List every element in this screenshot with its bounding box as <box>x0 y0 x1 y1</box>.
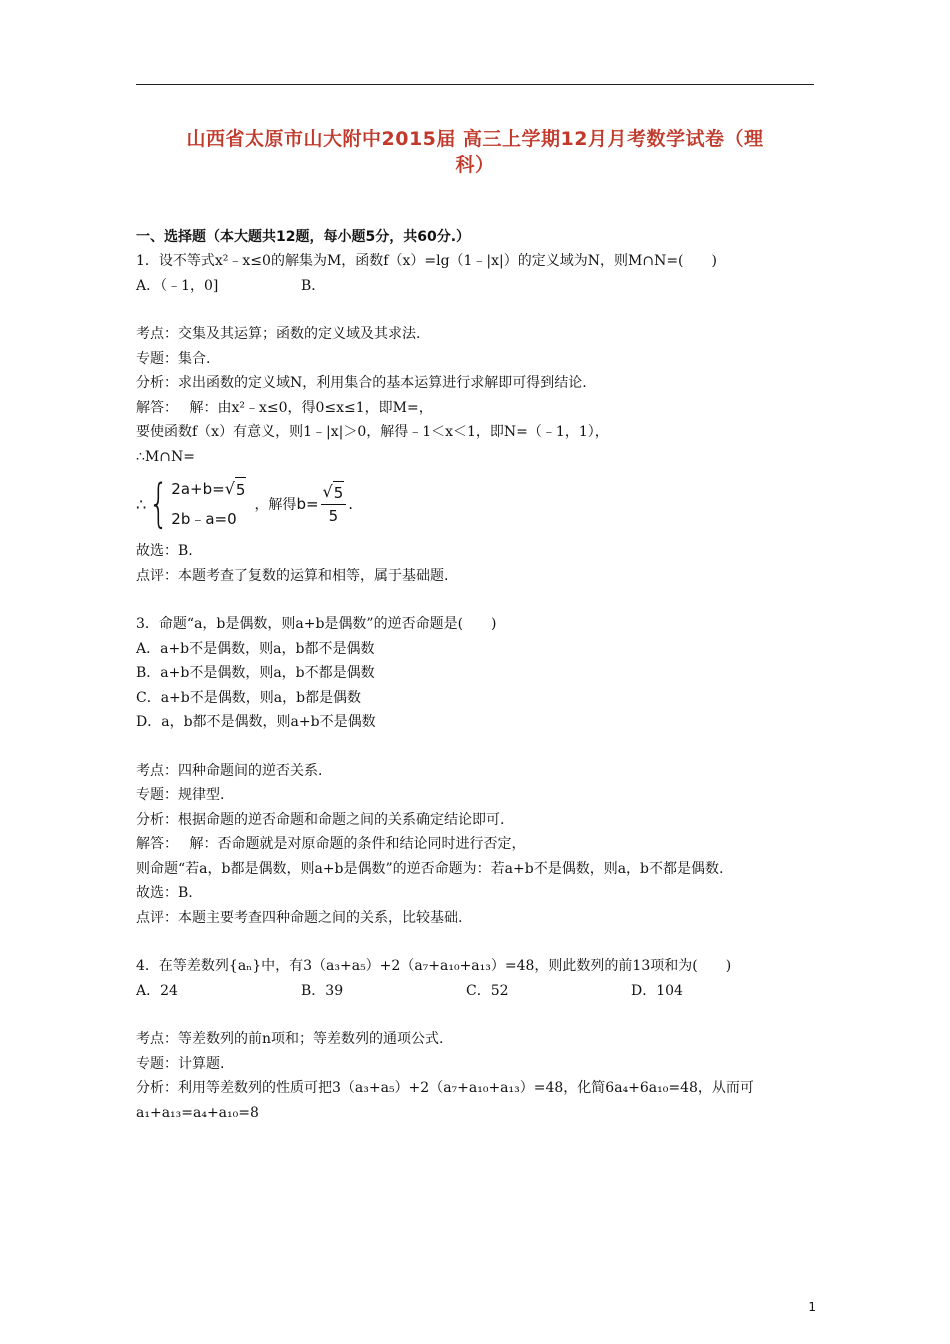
q3-zhuanti: 专题：规律型. <box>136 787 225 803</box>
title-line-2: 科） <box>455 154 495 176</box>
title-line-1: 山西省太原市山大附中2015届 高三上学期12月月考数学试卷（理 <box>186 128 764 150</box>
q4-fenxi-2: a₁+a₁₃=a₄+a₁₀=8 <box>136 1104 259 1121</box>
document-body <box>136 225 814 1125</box>
q1-option-a: A．（﹣1，0] <box>136 277 219 294</box>
q3-jieda-2: 则命题“若a，b都是偶数，则a+b是偶数”的逆否命题为：若a+b不是偶数，则a，b不都是偶数. <box>136 860 724 877</box>
q4-stem: 4．在等差数列{aₙ}中，有3（a₃+a₅）+2（a₇+a₁₀+a₁₃）=48，则此数列的前13项和为( ) <box>136 958 732 974</box>
q4-options <box>136 979 814 1004</box>
q3-option-d: D．a，b都不是偶数，则a+b不是偶数 <box>136 714 376 730</box>
q3-option-b: B．a+b不是偶数，则a，b不都是偶数 <box>136 665 375 681</box>
document-title <box>136 126 814 178</box>
q4-fenxi-1: 分析：利用等差数列的性质可把3（a₃+a₅）+2（a₇+a₁₀+a₁₃）=48，化简6a₄+6a₁₀=48，从而可 <box>136 1080 754 1096</box>
left-brace-icon: { <box>148 474 169 534</box>
equation-2: 2b﹣a=0 <box>171 510 237 528</box>
q4-kaodian: 考点：等差数列的前n项和；等差数列的通项公式. <box>136 1031 444 1047</box>
q1-zhuanti: 专题：集合. <box>136 350 211 367</box>
q3-dianping: 点评：本题主要考查四种命题之间的关系，比较基础. <box>136 909 463 926</box>
q1-kaodian: 考点：交集及其运算；函数的定义域及其求法. <box>136 326 421 342</box>
therefore-symbol: ∴ <box>136 494 147 514</box>
q4-option-b: B．39 <box>301 982 344 999</box>
q1-guxuan: 故选：B. <box>136 543 193 559</box>
b-num-radicand: 5 <box>333 481 345 504</box>
eq1-radicand: 5 <box>235 477 247 502</box>
q1-option-b: B． <box>301 277 326 294</box>
b-denominator: 5 <box>328 507 339 525</box>
q1-fenxi: 分析：求出函数的定义域N，利用集合的基本运算进行求解即可得到结论. <box>136 375 587 391</box>
q3-option-a: A．a+b不是偶数，则a，b都不是偶数 <box>136 640 375 657</box>
q1-jieda-1: 解答： 解：由x²﹣x≤0，得0≤x≤1，即M=， <box>136 399 433 416</box>
q4-option-d: D．104 <box>631 982 683 999</box>
q1-jieda-3: ∴M∩N= <box>136 448 195 465</box>
b-solution: b= √ 5 5 . <box>296 482 354 525</box>
page-number: 1 <box>808 1300 816 1314</box>
q3-kaodian: 考点：四种命题间的逆否关系. <box>136 762 323 779</box>
equation-system <box>136 475 814 533</box>
q3-jieda-1: 解答： 解：否命题就是对原命题的条件和结论同时进行否定， <box>136 836 526 852</box>
q4-option-a: A．24 <box>136 982 178 999</box>
q1-jieda-2: 要使函数f（x）有意义，则1﹣|x|＞0，解得﹣1＜x＜1，即N=（﹣1，1）， <box>136 424 609 440</box>
q3-stem: 3．命题“a，b是偶数，则a+b是偶数”的逆否命题是( ) <box>136 616 497 632</box>
q3-fenxi: 分析：根据命题的逆否命题和命题之间的关系确定结论即可. <box>136 811 505 828</box>
section-heading: 一、选择题（本大题共12题，每小题5分，共60分.） <box>136 229 471 245</box>
q1-stem: 1．设不等式x²﹣x≤0的解集为M，函数f（x）=lg（1﹣|x|）的定义域为N，则M∩N=( ) <box>136 253 717 269</box>
q1-options <box>136 274 814 299</box>
q1-dianping: 点评：本题考查了复数的运算和相等，属于基础题. <box>136 567 449 584</box>
q4-zhuanti: 专题：计算题. <box>136 1055 225 1072</box>
equation-1: 2a+b= √ 5 <box>171 477 246 502</box>
solve-text: ，解得 <box>254 497 297 513</box>
header-rule <box>136 84 814 85</box>
q4-option-c: C．52 <box>466 982 509 999</box>
q3-guxuan: 故选：B. <box>136 885 193 901</box>
q3-option-c: C．a+b不是偶数，则a，b都是偶数 <box>136 689 362 706</box>
